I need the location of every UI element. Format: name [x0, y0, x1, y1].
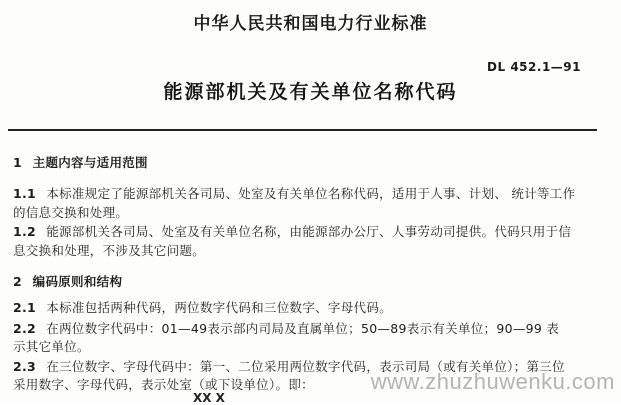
code-structure-fragment: XX X: [193, 391, 225, 405]
paragraph-2-2-line-2: 示其它单位。: [13, 339, 90, 354]
clause-number: 1.2: [13, 224, 37, 239]
paragraph-1-2-line-2: 息交换和处理，不涉及其它问题。: [13, 243, 206, 258]
clause-text: 本标准包括两种代码，两位数字代码和三位数字、字母代码。: [46, 300, 392, 315]
paragraph-2-3-line-2: 采用数字、字母代码，表示处室（或下设单位）。即：: [13, 377, 314, 392]
header-divider: [8, 129, 597, 131]
paragraph-1-1-line-1: [13, 184, 575, 202]
section-2-heading: [13, 272, 122, 290]
clause-text: 在三位数字、字母代码中：第一、二位采用两位数字代码，表示司局（或有关单位）；第三位: [46, 359, 565, 374]
paragraph-1-2-line-1: [13, 222, 571, 240]
paragraph-2-2-line-1: [13, 319, 559, 337]
clause-number: 1.1: [13, 186, 37, 201]
paragraph-2-1-line-1: [13, 298, 392, 316]
clause-text: 在两位数字代码中：01—49表示部内司局及直属单位；50—89表示有关单位；90—99 表: [46, 321, 560, 336]
section-title: 编码原则和结构: [32, 274, 123, 289]
section-title: 主题内容与适用范围: [32, 155, 148, 170]
standard-code: DL 452.1—91: [487, 60, 581, 74]
clause-text: 能源部机关各司局、处室及有关单位名称，由能源部办公厅、人事劳动司提供。代码只用于信: [46, 224, 572, 239]
clause-text: 本标准规定了能源部机关各司局、处室及有关单位名称代码，适用于人事、计划、 统计等工作: [46, 186, 576, 201]
document-title: 能源部机关及有关单位名称代码: [163, 81, 458, 103]
section-number: 2: [13, 274, 22, 289]
standard-title: 中华人民共和国电力行业标准: [193, 14, 428, 34]
clause-number: 2.1: [13, 300, 37, 315]
site-watermark: www.zhuzhuwenku.com: [370, 369, 615, 394]
paragraph-1-1-line-2: 的信息交换和处理。: [13, 205, 129, 220]
clause-number: 2.2: [13, 321, 37, 336]
clause-number: 2.3: [13, 359, 37, 374]
section-number: 1: [13, 155, 22, 170]
section-1-heading: [13, 153, 148, 171]
